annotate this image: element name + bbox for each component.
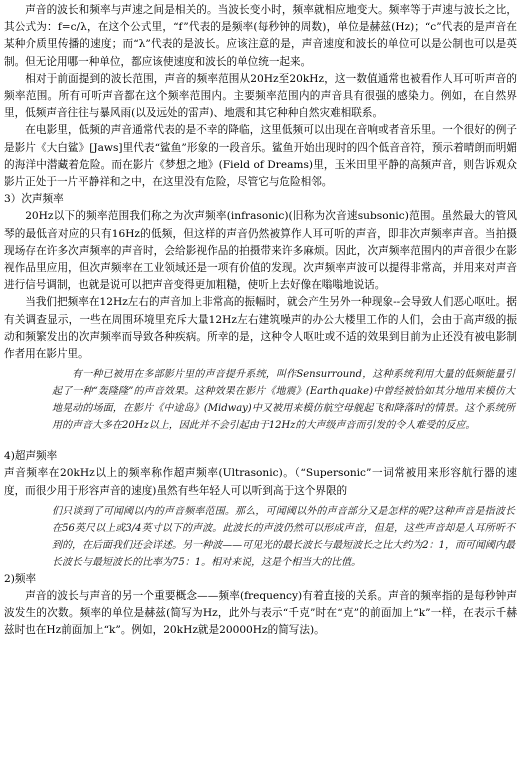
note-sensurround: 有一种已被用在多部影片里的声音提升系统，叫作Sensurround，这种系统利用大量的低频能量引起了一种“轰隆隆”的声音效果。这种效果在影片《地震》(Earthquake)中曾经被恰如其分地用来模仿大地晃动的场面，在影片《中途岛》(Midway)中又被用来模仿航空母舰起飞和降落时的情景。这个系统所用的声音大多在20Hz以上，因此并不会引起由于12Hz的大声级声音而引发的令人难受的反应。 xyxy=(52,369,515,432)
section-heading-ultrasonic: 4)超声频率 xyxy=(4,450,58,463)
note-audible-threshold: 们只谈到了可闻阈以内的声音频率范围。那么，可闻阈以外的声音部分又是怎样的呢?这种声音是指波长在56英尺以上或3/4英寸以下的声波。此波长的声波仍然可以形成声音，但是，这些声音却是人耳所听不到的，在后面我们还会详述。另一种波——可见光的最长波长与最短波长之比大约为2：1，而可闻阈内最长波长与最短波长的比率为75：1。相对来说，这是个相当大的比值。 xyxy=(52,505,515,568)
paragraph-wavelength-frequency: 声音的波长和频率与声速之间是相关的。当波长变小时，频率就相应地变大。频率等于声速与波长之比，其公式为：f=c/λ，在这个公式里，“f”代表的是频率(每秒钟的周数)，单位是赫兹(Hz)；“c”代表的是声音在某种介质里传播的速度；而“λ”代表的是波长。应该注意的是，声音速度和波长的单位可以是公制也可以是英制。但无论用哪一种单位，都应该使速度和波长的单位统一起来。 xyxy=(4,4,517,68)
section-heading-frequency: 2)频率 xyxy=(4,572,37,585)
paragraph-infrasonic-1: 20Hz以下的频率范围我们称之为次声频率(infrasonic)(旧称为次音速subsonic)范围。虽然最大的管风琴的最低音对应的只有16Hz的低频，但这样的声音仍然被算作人耳可听的声音，即非次声频率声音。当拍摄现场存在许多次声频率的声音时，会给影视作品的拍摄带来许多麻烦。因此，次声频率范围内的声音很少在影视作品里应用，但次声频率在工业领域还是一项有价值的发现。次声频率声波可以提得非常高，并用来对声音进行信号调制，也就是说可以把声音变得更加粗糙，使听上去好像在嗡嗡地说话。 xyxy=(4,210,517,292)
spacer xyxy=(0,434,521,448)
section-heading-infrasonic: 3）次声频率 xyxy=(4,193,64,206)
paragraph-frequency-range: 相对于前面提到的波长范围，声音的频率范围从20Hz至20kHz，这一数值通常也被看作人耳可听声音的频率范围。所有可听声音都在这个频率范围内。主要频率范围内的声音具有很强的感染力。例如，在自然界里，低频声音往往与暴风雨(以及远处的雷声)、地震和其它种种自然灾难相联系。 xyxy=(4,72,517,120)
paragraph-infrasonic-2: 当我们把频率在12Hz左右的声音加上非常高的振幅时，就会产生另外一种现象--会导致人们恶心呕吐。据有关调查显示，一些在周围环境里充斥大量12Hz左右建筑噪声的办公大楼里工作的人们，会由于高声级的振动和频繁发出的次声频率而导致各种疾病。所幸的是，这种令人呕吐或不适的效果到目前为止还没有被电影制作者用在影片里。 xyxy=(4,296,517,361)
paragraph-low-frequency-film: 在电影里，低频的声音通常代表的是不幸的降临，这里低频可以出现在音响或者音乐里。一个很好的例子是影片《大白鲨》[Jaws]里代表“鲨鱼”形象的一段音乐。鲨鱼开始出现时的四个低音音符，预示着晴朗而明媚的海洋中潜藏着危险。而在影片《梦想之地》(Field of Dreams)里，玉米田里平静的高频声音，则告诉观众影片正处于一片平静祥和之中，在这里没有危险，尽管它与危险相邻。 xyxy=(4,124,517,189)
paragraph-ultrasonic-1: 声音频率在20kHz以上的频率称作超声频率(Ultrasonic)。（“Supersonic”一词常被用来形容航行器的速度，而很少用于形容声音的速度)虽然有些年轻人可以听到高于这个界限的 xyxy=(4,467,517,497)
paragraph-frequency-definition: 声音的波长与声音的另一个重要概念——频率(frequency)有着直接的关系。声音的频率指的是每秒钟声波发生的次数。频率的单位是赫兹(简写为Hz，此外与表示“千克”时在“克”的前面加上“k”一样，在表示千赫兹时也在Hz前面加上“k”。例如，20kHz就是20000Hz的简写法)。 xyxy=(4,590,517,637)
